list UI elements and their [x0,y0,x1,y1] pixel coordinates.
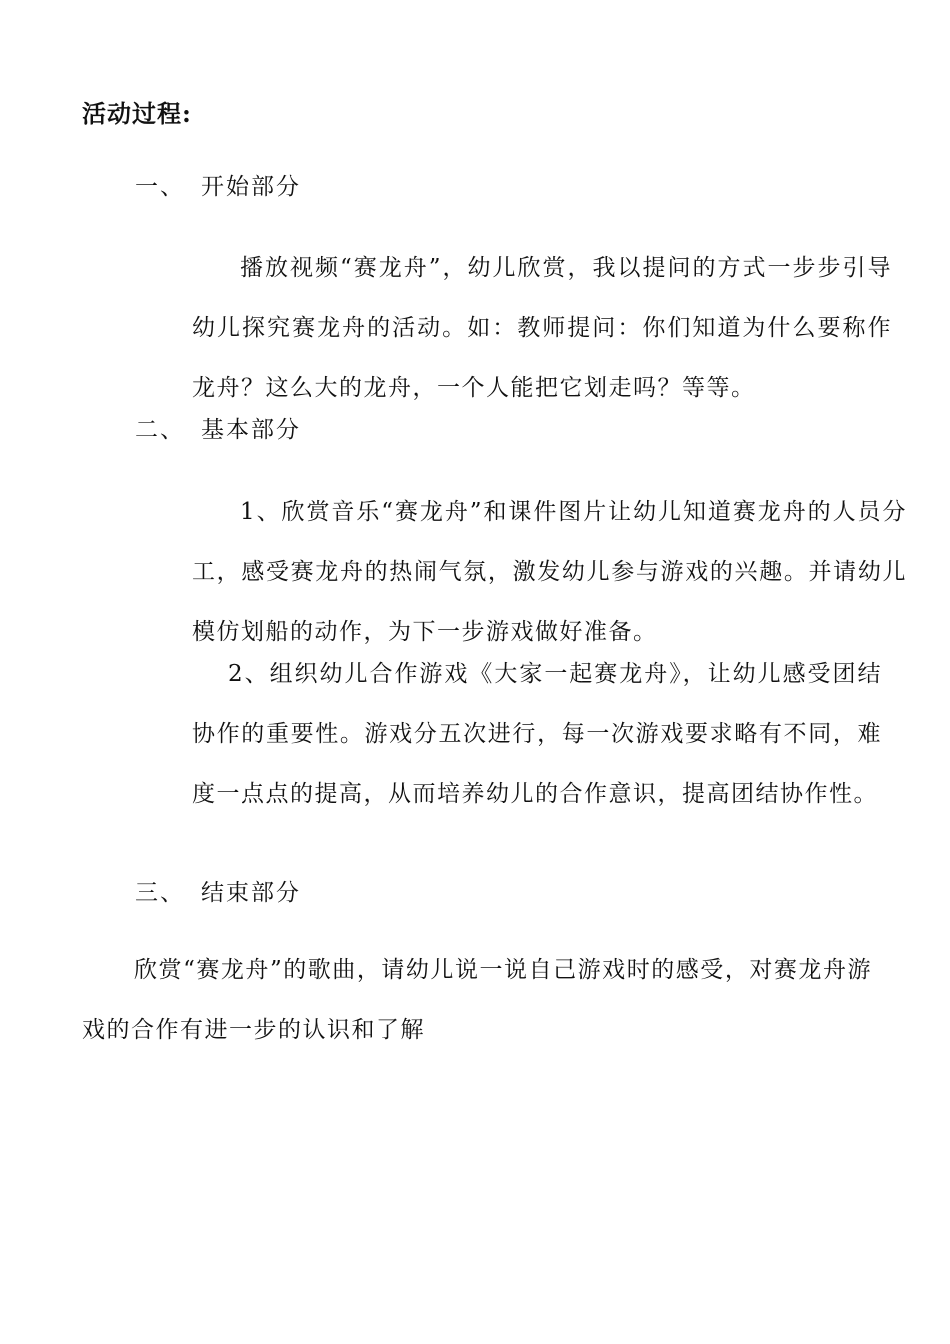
section-title-text: 开始部分 [201,174,301,200]
section-number: 二、 [135,417,185,443]
section-title-text: 基本部分 [201,417,301,443]
section-title-basic [135,411,301,444]
section-number: 一、 [135,174,185,200]
paragraph-basic-item-2: 2、组织幼儿合作游戏《大家一起赛龙舟》，让幼儿感受团结协作的重要性。游戏分五次进行，每一次游戏要求略有不同，难度一点点的提高，从而培养幼儿的合作意识，提高团结协作性。 [192,661,882,807]
section-title-text: 结束部分 [201,880,301,906]
document-heading: 活动过程: [82,99,192,128]
section-title-start [135,168,301,201]
section-number: 三、 [135,880,185,906]
paragraph-start-activity: 播放视频“赛龙舟”，幼儿欣赏，我以提问的方式一步步引导幼儿探究赛龙舟的活动。如：教师提问：你们知道为什么要称作龙舟？这么大的龙舟，一个人能把它划走吗？等等。 [192,255,892,401]
paragraph-end-activity: 欣赏“赛龙舟”的歌曲，请幼儿说一说自己游戏时的感受，对赛龙舟游戏的合作有进一步的认识和了解 [82,957,872,1043]
section-title-end [135,874,301,907]
paragraph-basic-item-1: 1、欣赏音乐“赛龙舟”和课件图片让幼儿知道赛龙舟的人员分工，感受赛龙舟的热闹气氛，激发幼儿参与游戏的兴趣。并请幼儿模仿划船的动作，为下一步游戏做好准备。 [192,499,907,645]
